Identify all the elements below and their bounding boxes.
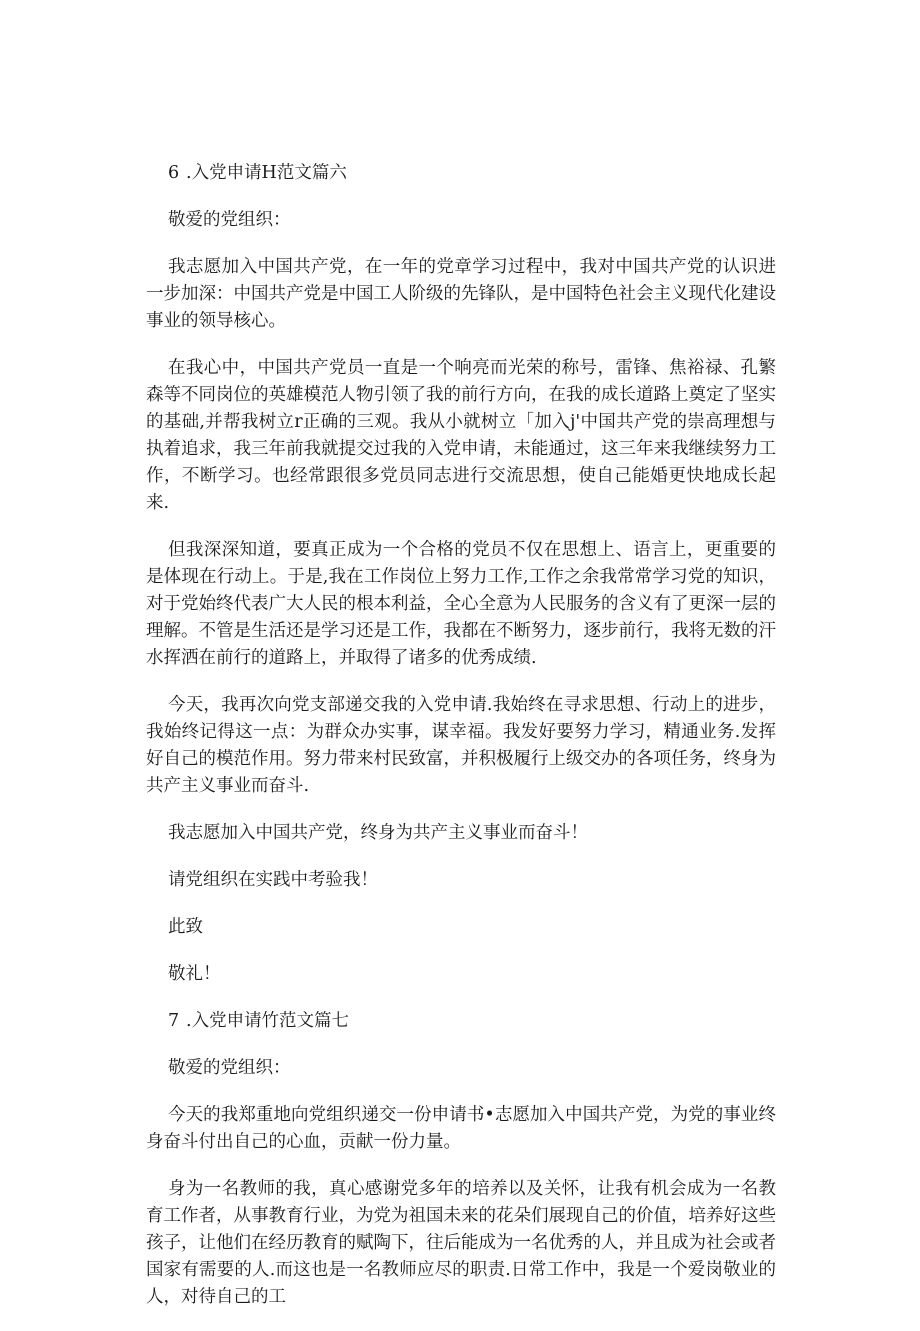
document-body bbox=[146, 160, 776, 1331]
section-7-heading bbox=[146, 1008, 776, 1035]
section-6-number: 6 bbox=[168, 163, 180, 183]
section-6-request: 请党组织在实践中考验我！ bbox=[168, 870, 378, 890]
section-6-paragraph-4: 今天，我再次向党支部递交我的入党申请.我始终在寻求思想、行动上的进步，我始终记得这一点：为群众办实事，谋幸福。我发好要努力学习，精通业务.发挥好自己的模范作用。努力带来村民致富，并积极履行上级交办的各项任务，终身为共产主义事业而奋斗. bbox=[146, 695, 776, 796]
section-6-paragraph-3: 但我深深知道，要真正成为一个合格的党员不仅在思想上、语言上，更重要的是体现在行动上。于是,我在工作岗位上努力工作,工作之余我常常学习党的知识，对于党始终代表广大人民的根本利益，全心全意为人民服务的含义有了更深一层的理解。不管是生活还是学习还是工作，我都在不断努力，逐步前行，我将无数的汗水挥洒在前行的道路上，并取得了诸多的优秀成绩. bbox=[146, 540, 776, 668]
section-6-title: .入党申请H范文篇六 bbox=[186, 163, 347, 183]
section-7-salutation: 敬爱的党组织： bbox=[168, 1058, 291, 1078]
section-6-pledge: 我志愿加入中国共产党，终身为共产主义事业而奋斗！ bbox=[168, 823, 588, 843]
section-6-paragraph-1: 我志愿加入中国共产党，在一年的党章学习过程中，我对中国共产党的认识进一步加深：中国共产党是中国工人阶级的先锋队，是中国特色社会主义现代化建设事业的领导核心。 bbox=[146, 257, 776, 331]
section-6-paragraph-2: 在我心中，中国共产党员一直是一个响亮而光荣的称号，雷锋、焦裕禄、孔繁森等不同岗位的英雄模范人物引领了我的前行方向，在我的成长道路上奠定了坚实的基础,并帮我树立r正确的三观。我从小就树立「加入j'中国共产党的崇高理想与执着追求，我三年前我就提交过我的入党申请，未能通过，这三年来我继续努力工作，不断学习。也经常跟很多党员同志进行交流思想，使自己能婚更快地成长起来. bbox=[146, 358, 776, 513]
section-7-paragraph-2: 身为一名教师的我，真心感谢党多年的培养以及关怀，让我有机会成为一名教育工作者，从事教育行业，为党为祖国未来的花朵们展现自己的价值，培养好这些孩子，让他们在经历教育的赋陶下，往后能成为一名优秀的人，并且成为社会或者国家有需要的人.而这也是一名教师应尽的职责.日常工作中，我是一个爱岗敬业的人，对待自己的工 bbox=[146, 1179, 776, 1307]
section-6-salutation: 敬爱的党组织： bbox=[168, 210, 291, 230]
section-7-title: .入党申请竹范文篇七 bbox=[186, 1011, 350, 1031]
section-7-paragraph-1: 今天的我郑重地向党组织递交一份申请书•志愿加入中国共产党，为党的事业终身奋斗付出自己的心血，贡献一份力量。 bbox=[146, 1105, 776, 1152]
section-6-heading bbox=[146, 160, 776, 187]
section-6-closing-2: 敬礼！ bbox=[168, 964, 221, 984]
section-6-closing-1: 此致 bbox=[168, 917, 203, 937]
section-7-number: 7 bbox=[168, 1011, 180, 1031]
